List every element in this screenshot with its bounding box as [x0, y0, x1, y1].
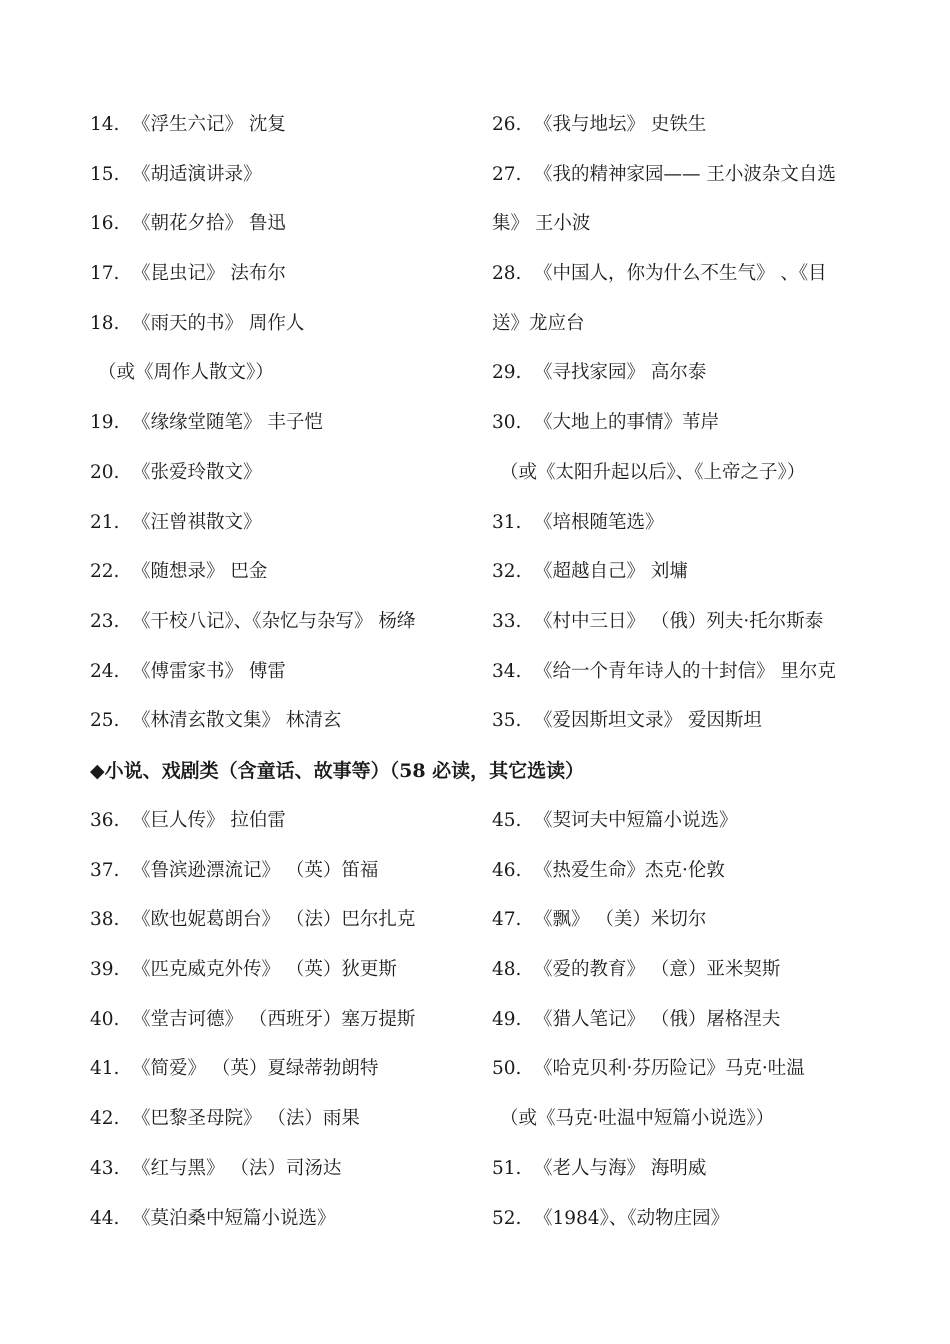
fiction-column-right [492, 796, 870, 1243]
item-text: 《堂吉诃德》 （西班牙）塞万提斯 [132, 1008, 416, 1030]
item-number: 29. [492, 362, 522, 384]
item-text: 《浮生六记》 沈复 [132, 114, 286, 135]
item-number: 36. [90, 810, 120, 831]
item-number: 44. [90, 1207, 120, 1229]
list-item [492, 249, 870, 299]
item-number: 37. [90, 859, 120, 881]
list-item [492, 647, 870, 697]
item-text: 《胡适演讲录》 [132, 163, 262, 185]
item-number: 51. [492, 1157, 522, 1179]
item-text: 《雨天的书》 周作人 [132, 312, 305, 334]
item-text: 《飘》 （美）米切尔 [534, 909, 707, 931]
list-item [492, 1044, 870, 1094]
item-number: 30. [492, 412, 522, 434]
list-item [492, 995, 870, 1045]
item-text: 《爱的教育》 （意）亚米契斯 [534, 959, 781, 981]
item-text: 《我的精神家园—— 王小波杂文自选 [534, 163, 836, 185]
item-text: 《寻找家园》 高尔泰 [534, 362, 707, 384]
item-text: 《我与地坛》 史铁生 [534, 114, 707, 135]
item-text: 《随想录》 巴金 [132, 561, 268, 583]
list-item [90, 199, 492, 249]
item-text: 《傅雷家书》 傅雷 [132, 660, 286, 682]
item-text: 《给一个青年诗人的十封信》 里尔克 [534, 660, 836, 682]
item-text: 《1984》、《动物庄园》 [534, 1207, 730, 1229]
item-text: 《中国人，你为什么不生气》 、《目 [534, 263, 827, 285]
item-number: 40. [90, 1008, 120, 1030]
item-text: 《缘缘堂随笔》 丰子恺 [132, 412, 323, 434]
item-number: 16. [90, 213, 120, 235]
list-item [90, 299, 492, 349]
item-text: 《大地上的事情》苇岸 [534, 412, 720, 434]
item-text: 《欧也妮葛朗台》 （法）巴尔扎克 [132, 909, 416, 931]
list-item [90, 398, 492, 448]
item-number: 46. [492, 859, 522, 881]
list-item [90, 1144, 492, 1194]
list-item [90, 895, 492, 945]
list-item [90, 1044, 492, 1094]
list-item [492, 846, 870, 896]
item-number: 14. [90, 114, 120, 135]
list-item [90, 995, 492, 1045]
item-number: 50. [492, 1058, 522, 1080]
list-item [492, 945, 870, 995]
item-text: 《张爱玲散文》 [132, 461, 262, 483]
item-text: 《昆虫记》 法布尔 [132, 263, 286, 285]
fiction-list [90, 796, 870, 1243]
list-item [492, 696, 870, 746]
list-item [492, 547, 870, 597]
list-item [492, 895, 870, 945]
item-number: 19. [90, 412, 120, 434]
list-item [492, 498, 870, 548]
list-item [90, 846, 492, 896]
item-number: 15. [90, 163, 120, 185]
item-number: 31. [492, 511, 522, 533]
item-text: 《培根随笔选》 [534, 511, 664, 533]
item-text: 《朝花夕拾》 鲁迅 [132, 213, 286, 235]
item-text: 《莫泊桑中短篇小说选》 [132, 1207, 336, 1229]
item-number: 22. [90, 561, 120, 583]
fiction-column-left [90, 796, 492, 1243]
item-number: 27. [492, 163, 522, 185]
list-item [492, 1144, 870, 1194]
item-number: 49. [492, 1008, 522, 1030]
list-item [492, 348, 870, 398]
list-item [90, 1094, 492, 1144]
list-item [492, 597, 870, 647]
item-text: （或《太阳升起以后》、《上帝之子》） [500, 461, 806, 483]
list-item [90, 249, 492, 299]
item-number: 41. [90, 1058, 120, 1080]
list-item [90, 498, 492, 548]
item-number: 35. [492, 710, 522, 732]
essay-columns [90, 100, 870, 746]
list-item-continuation [492, 1094, 870, 1144]
list-item [492, 796, 870, 846]
item-text: 《红与黑》 （法）司汤达 [132, 1157, 342, 1179]
list-item [492, 100, 870, 150]
essay-list [90, 100, 870, 746]
list-item [90, 547, 492, 597]
item-number: 48. [492, 959, 522, 981]
item-number: 39. [90, 959, 120, 981]
list-item [90, 100, 492, 150]
list-item [90, 597, 492, 647]
item-number: 23. [90, 610, 120, 632]
item-number: 52. [492, 1207, 522, 1229]
item-number: 33. [492, 610, 522, 632]
item-number: 47. [492, 909, 522, 931]
item-text: （或《马克·吐温中短篇小说选》） [500, 1108, 775, 1130]
list-item [492, 398, 870, 448]
item-text: （或《周作人散文》） [98, 362, 274, 384]
item-text: 《汪曾祺散文》 [132, 511, 262, 533]
item-text: 《干校八记》、《杂忆与杂写》 杨绛 [132, 610, 416, 632]
item-number: 24. [90, 660, 120, 682]
item-number: 43. [90, 1157, 120, 1179]
list-item [492, 150, 870, 200]
item-text: 《匹克威克外传》 （英）狄更斯 [132, 959, 397, 981]
item-text: 《林清玄散文集》 林清玄 [132, 710, 342, 732]
item-number: 34. [492, 660, 522, 682]
fiction-columns [90, 796, 870, 1243]
item-text: 送》龙应台 [492, 312, 585, 334]
section-heading: ◆小说、戏剧类（含童话、故事等）（58 必读，其它选读） [90, 760, 585, 782]
item-text: 《爱因斯坦文录》 爱因斯坦 [534, 710, 762, 732]
list-item [90, 647, 492, 697]
item-text: 《哈克贝利·芬历险记》马克·吐温 [534, 1058, 805, 1080]
item-number: 42. [90, 1108, 120, 1130]
item-text: 《老人与海》 海明威 [534, 1157, 707, 1179]
item-number: 45. [492, 810, 522, 831]
item-number: 25. [90, 710, 120, 732]
list-item [90, 448, 492, 498]
list-item [90, 945, 492, 995]
item-text: 《契诃夫中短篇小说选》 [534, 810, 738, 831]
essay-column-left [90, 100, 492, 746]
item-text: 《超越自己》 刘墉 [534, 561, 688, 583]
list-item [90, 696, 492, 746]
list-item [90, 1194, 492, 1244]
list-item [492, 1194, 870, 1244]
list-item-continuation [90, 348, 492, 398]
list-item [90, 796, 492, 846]
item-number: 32. [492, 561, 522, 583]
list-item-continuation [492, 199, 870, 249]
item-text: 《简爱》 （英）夏绿蒂勃朗特 [132, 1058, 379, 1080]
item-number: 28. [492, 263, 522, 285]
item-text: 《鲁滨逊漂流记》 （英）笛福 [132, 859, 379, 881]
item-text: 《巴黎圣母院》 （法）雨果 [132, 1108, 360, 1130]
list-item-continuation [492, 448, 870, 498]
item-text: 《猎人笔记》 （俄）屠格涅夫 [534, 1008, 781, 1030]
item-number: 17. [90, 263, 120, 285]
essay-column-right [492, 100, 870, 746]
list-item-continuation [492, 299, 870, 349]
item-text: 《巨人传》 拉伯雷 [132, 810, 286, 831]
item-number: 26. [492, 114, 522, 135]
item-text: 集》 王小波 [492, 213, 591, 235]
list-item [90, 150, 492, 200]
item-text: 《村中三日》 （俄）列夫·托尔斯泰 [534, 610, 824, 632]
item-number: 21. [90, 511, 120, 533]
item-text: 《热爱生命》杰克·伦敦 [534, 859, 725, 881]
item-number: 18. [90, 312, 120, 334]
item-number: 20. [90, 461, 120, 483]
item-number: 38. [90, 909, 120, 931]
